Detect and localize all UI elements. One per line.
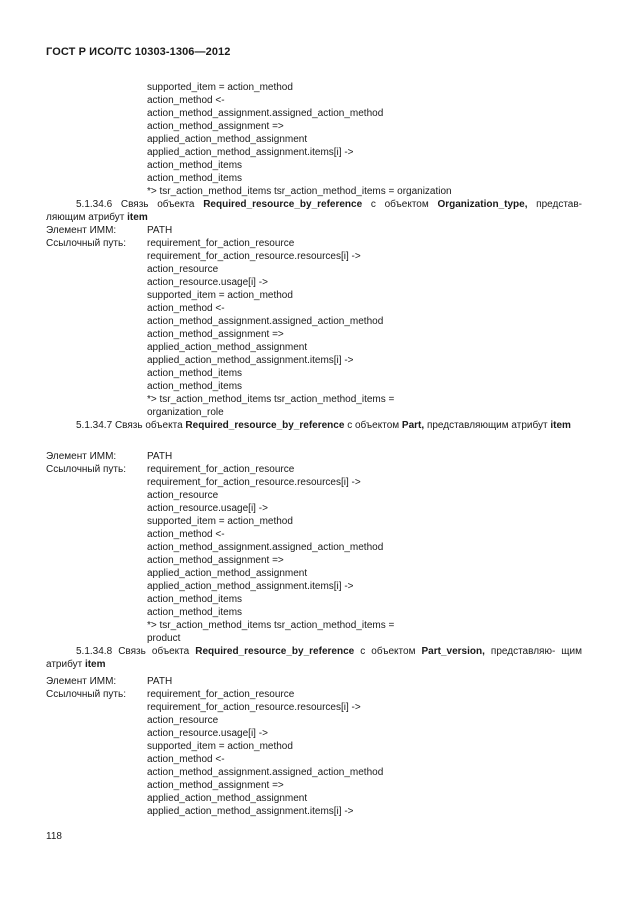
path-line: applied_action_method_assignment.items[i] -> <box>147 806 354 817</box>
path-line: *> tsr_action_method_items tsr_action_method_items = <box>147 394 395 405</box>
path-line: action_resource.usage[i] -> <box>147 277 268 288</box>
path-line: applied_action_method_assignment.items[i] -> <box>147 355 354 366</box>
path-line: requirement_for_action_resource.resources[i] -> <box>147 477 361 488</box>
path-line: action_method_items <box>147 173 243 184</box>
section-heading: 5.1.34.7 Связь объекта Required_resource_by_reference с объектом Part, представляющим атрибут item <box>76 420 571 431</box>
path-line: action_method_assignment => <box>147 780 284 791</box>
path-line: *> tsr_action_method_items tsr_action_method_items = <box>147 620 395 631</box>
path-line: requirement_for_action_resource <box>147 238 295 249</box>
path-line: requirement_for_action_resource.resources[i] -> <box>147 251 361 262</box>
path-line: supported_item = action_method <box>147 741 293 752</box>
path-line: action_method_assignment.assigned_action_method <box>147 767 384 778</box>
element-value: PATH <box>147 676 173 687</box>
path-line: action_method_assignment.assigned_action_method <box>147 108 384 119</box>
path-line: supported_item = action_method <box>147 290 293 301</box>
path-line: action_method <- <box>147 303 225 314</box>
path-line: product <box>147 633 181 644</box>
path-line: requirement_for_action_resource <box>147 689 295 700</box>
path-line: applied_action_method_assignment <box>147 134 308 145</box>
path-line: applied_action_method_assignment.items[i] -> <box>147 581 354 592</box>
path-line: action_method_assignment => <box>147 555 284 566</box>
path-line: organization_role <box>147 407 224 418</box>
path-line: action_method_assignment.assigned_action_method <box>147 316 384 327</box>
path-line: action_method_items <box>147 607 243 618</box>
path-line: action_resource.usage[i] -> <box>147 503 268 514</box>
path-line: action_method_items <box>147 594 243 605</box>
path-line: action_resource <box>147 264 219 275</box>
path-line: action_method_assignment => <box>147 121 284 132</box>
ref-path-label: Ссылочный путь: <box>46 464 126 475</box>
section-heading: 5.1.34.6 Связь объекта Required_resource_by_reference с объектом Organization_type, представ- ляющим атрибут item <box>46 199 582 223</box>
element-label: Элемент ИММ: <box>46 225 117 236</box>
document-header: ГОСТ Р ИСО/ТС 10303-1306—2012 <box>46 46 231 58</box>
path-line: action_method <- <box>147 754 225 765</box>
path-line: requirement_for_action_resource <box>147 464 295 475</box>
section-heading: 5.1.34.8 Связь объекта Required_resource_by_reference с объектом Part_version, представляю- щим атрибут item <box>46 646 582 670</box>
ref-path-label: Ссылочный путь: <box>46 238 126 249</box>
path-line: action_resource.usage[i] -> <box>147 728 268 739</box>
path-line: applied_action_method_assignment <box>147 342 308 353</box>
element-label: Элемент ИММ: <box>46 676 117 687</box>
path-line: action_resource <box>147 490 219 501</box>
element-value: PATH <box>147 451 173 462</box>
path-line: action_method_items <box>147 368 243 379</box>
path-line: action_method <- <box>147 95 225 106</box>
path-line: *> tsr_action_method_items tsr_action_method_items = organization <box>147 186 452 197</box>
path-line: action_resource <box>147 715 219 726</box>
path-line: supported_item = action_method <box>147 82 293 93</box>
page-number: 118 <box>46 831 62 842</box>
path-line: action_method_items <box>147 381 243 392</box>
path-line: action_method_assignment.assigned_action_method <box>147 542 384 553</box>
path-line: applied_action_method_assignment <box>147 793 308 804</box>
path-line: action_method_assignment => <box>147 329 284 340</box>
element-value: PATH <box>147 225 173 236</box>
path-line: supported_item = action_method <box>147 516 293 527</box>
element-label: Элемент ИММ: <box>46 451 117 462</box>
path-line: applied_action_method_assignment.items[i] -> <box>147 147 354 158</box>
ref-path-label: Ссылочный путь: <box>46 689 126 700</box>
path-line: action_method <- <box>147 529 225 540</box>
path-line: requirement_for_action_resource.resources[i] -> <box>147 702 361 713</box>
path-line: applied_action_method_assignment <box>147 568 308 579</box>
path-line: action_method_items <box>147 160 243 171</box>
